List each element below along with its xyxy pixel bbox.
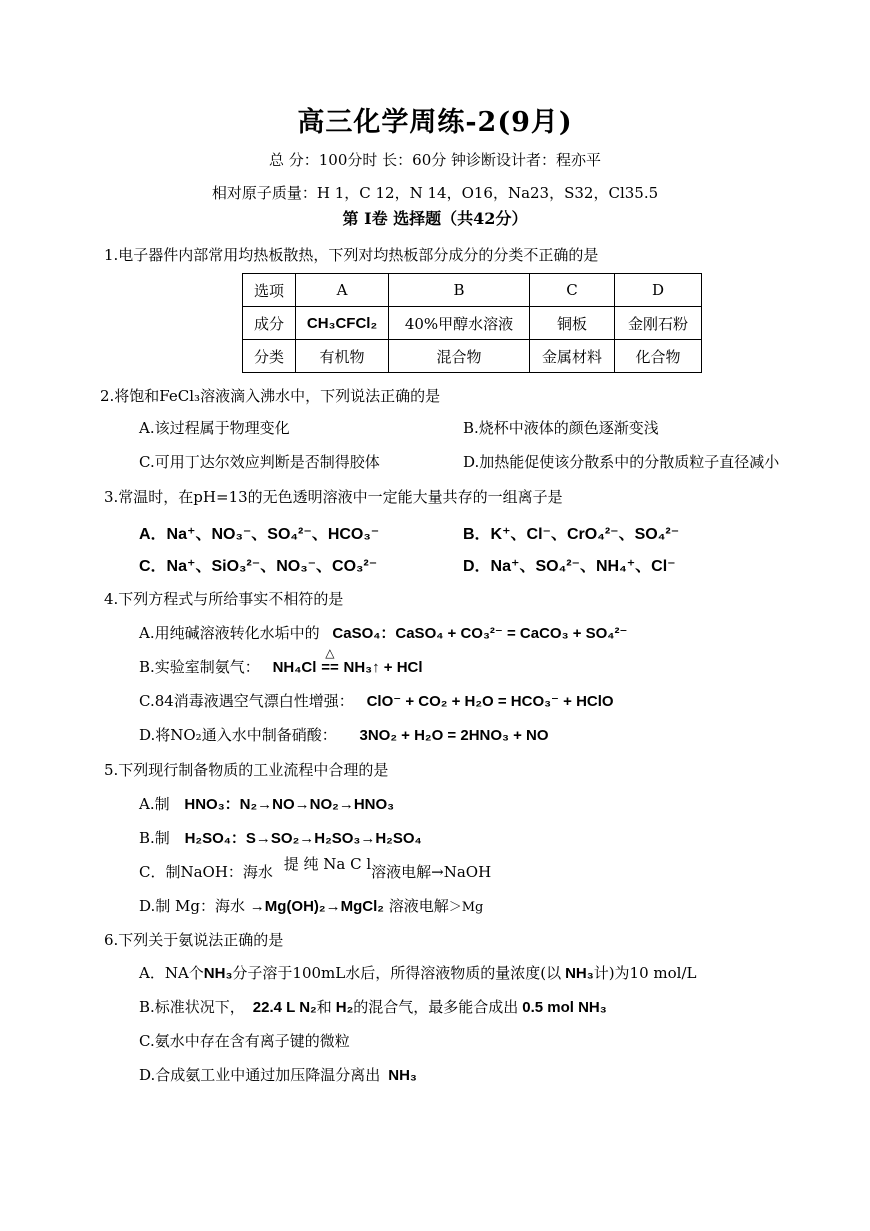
question-5-option-a	[139, 793, 394, 814]
question-2-stem: 2.将饱和FeCl₃溶液滴入沸水中，下列说法正确的是	[100, 387, 441, 405]
formula: NH₃	[203, 965, 233, 982]
question-5-option-d	[139, 895, 483, 916]
option-text: A．NA个	[139, 964, 204, 982]
question-4-option-c	[139, 690, 614, 711]
question-6-option-c: C.氨水中存在含有离子键的微粒	[139, 1032, 350, 1050]
table-cell: 有机物	[296, 340, 389, 373]
process-flow: H₂SO₄：S→SO₂→H₂SO₃→H₂SO₄	[184, 830, 422, 847]
question-3-option-a: A．Na⁺、NO₃⁻、SO₄²⁻、HCO₃⁻	[139, 526, 380, 543]
question-5-stem: 5.下列现行制备物质的工业流程中合理的是	[104, 761, 389, 779]
table-row	[243, 340, 702, 373]
table-cell: CH₃CFCl₂	[296, 307, 389, 340]
option-text: A.用纯碱溶液转化水垢中的	[139, 624, 320, 642]
table-cell: 40%甲醇水溶液	[389, 307, 530, 340]
table-cell: D	[615, 274, 702, 307]
question-3-option-b: B．K⁺、Cl⁻、CrO₄²⁻、SO₄²⁻	[463, 526, 680, 543]
table-cell: 化合物	[615, 340, 702, 373]
table-cell: B	[389, 274, 530, 307]
atomic-masses: 相对原子质量：H 1，C 12，N 14，O16，Na23，S32，Cl35.5	[211, 184, 659, 202]
chemical-equation: CaSO₄：CaSO₄ + CO₃²⁻ = CaCO₃ + SO₄²⁻	[332, 625, 628, 642]
question-5-option-b	[139, 827, 422, 848]
formula: 22.4 L N₂	[252, 999, 317, 1016]
table-cell: A	[296, 274, 389, 307]
process-tail: 溶液电解→NaOH	[371, 863, 492, 881]
option-text: 和	[316, 998, 332, 1016]
chemical-equation: 3NO₂ + H₂O = 2HNO₃ + NO	[359, 727, 549, 744]
option-text: B.制	[139, 829, 170, 847]
question-6-option-b	[139, 996, 607, 1017]
process-tail: 溶液电解	[388, 897, 449, 915]
question-5-option-c	[139, 855, 492, 882]
option-text: D.合成氨工业中通过加压降温分离出	[139, 1066, 381, 1084]
option-text: D.制 Mg：海水	[139, 897, 245, 915]
option-text: 的混合气，最多能合成出	[353, 998, 519, 1016]
process-flow: →Mg(OH)₂→MgCl₂	[249, 898, 384, 915]
table-cell: 金刚石粉	[615, 307, 702, 340]
question-4-option-d	[139, 724, 549, 745]
question-6-option-d	[139, 1064, 417, 1085]
formula: NH₃	[565, 965, 594, 982]
formula: H₂	[335, 999, 354, 1016]
question-6-stem: 6.下列关于氨说法正确的是	[104, 931, 284, 949]
exam-info: 总 分：100分时 长：60分 钟诊断设计者：程亦平	[268, 151, 602, 169]
option-text: D.将NO₂通入水中制备硝酸：	[139, 726, 337, 744]
process-step-label: 提 纯 Na C l	[283, 855, 372, 873]
option-text: 分子溶于100mL水后，所得溶液物质的量浓度(以	[232, 964, 562, 982]
question-4-option-a	[139, 622, 627, 643]
table-cell: 分类	[243, 340, 296, 373]
question-3-option-d: D．Na⁺、SO₄²⁻、NH₄⁺、Cl⁻	[463, 558, 676, 575]
table-cell: 混合物	[389, 340, 530, 373]
question-4-stem: 4.下列方程式与所给事实不相符的是	[104, 590, 344, 608]
question-6-option-a	[139, 962, 696, 983]
option-text: B.实验室制氨气：	[139, 658, 260, 676]
process-flow: HNO₃：N₂→NO→NO₂→HNO₃	[184, 796, 395, 813]
delta-symbol: △	[325, 646, 335, 660]
equals-sign: ==	[321, 659, 339, 676]
table-cell: 成分	[243, 307, 296, 340]
question-2-option-d: D.加热能促使该分散系中的分散质粒子直径减小	[463, 453, 780, 471]
page-title: 高三化学周练-2(9月)	[297, 107, 573, 138]
question-4-option-b	[139, 646, 423, 677]
question-2-option-c: C.可用丁达尔效应判断是否制得胶体	[139, 453, 380, 471]
option-text: 计)为10 mol/L	[593, 964, 697, 982]
option-text: C.84消毒液遇空气漂白性增强：	[139, 692, 354, 710]
section-heading: 第 Ⅰ卷 选择题（共42分）	[342, 209, 528, 228]
table-row	[243, 307, 702, 340]
question-3-option-c: C．Na⁺、SiO₃²⁻、NO₃⁻、CO₃²⁻	[139, 558, 378, 575]
question-2-option-a: A.该过程属于物理变化	[139, 419, 290, 437]
process-end: ＞Mg	[448, 900, 484, 915]
table-row	[243, 274, 702, 307]
option-text: B.标准状况下，	[139, 998, 245, 1016]
table-cell: 铜板	[530, 307, 615, 340]
table-cell: 选项	[243, 274, 296, 307]
option-text: A.制	[139, 795, 170, 813]
formula: NH₃	[388, 1067, 417, 1084]
formula: 0.5 mol NH₃	[522, 999, 607, 1016]
chemical-equation-left: NH₄Cl	[272, 659, 317, 676]
table-cell: C	[530, 274, 615, 307]
question-3-stem: 3.常温时，在pH=13的无色透明溶液中一定能大量共存的一组离子是	[104, 488, 563, 506]
chemical-equation-right: NH₃↑ + HCl	[343, 659, 423, 676]
option-text: C．制NaOH：海水	[139, 863, 273, 881]
question-2-option-b: B.烧杯中液体的颜色逐渐变浅	[463, 419, 659, 437]
question-1-stem: 1.电子器件内部常用均热板散热，下列对均热板部分成分的分类不正确的是	[104, 246, 599, 264]
chemical-equation: ClO⁻ + CO₂ + H₂O = HCO₃⁻ + HClO	[366, 693, 614, 710]
table-cell: 金属材料	[530, 340, 615, 373]
question-1-table	[242, 273, 702, 373]
heat-equals-sign	[321, 646, 339, 676]
